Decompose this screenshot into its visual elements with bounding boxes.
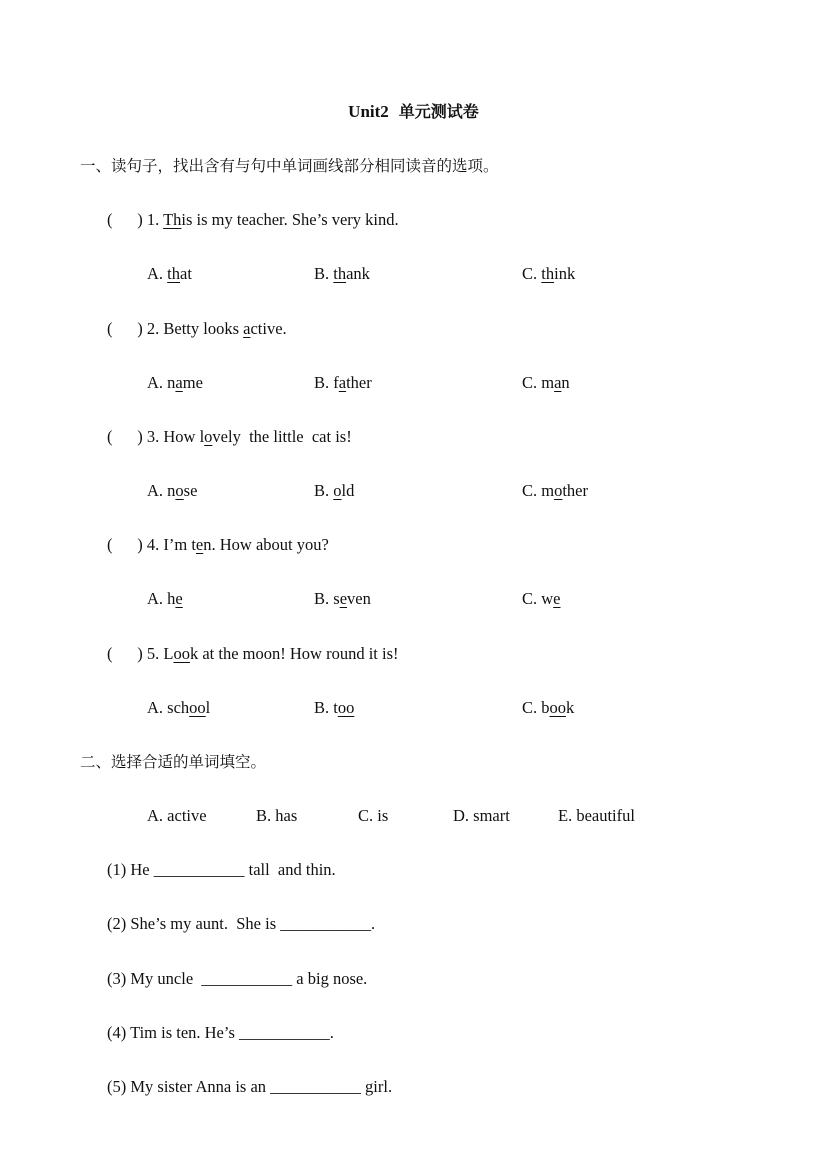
answer-bracket[interactable]: ( )	[107, 535, 143, 554]
sentence-5: (5) My sister Anna is an ___________ girl.	[107, 1077, 393, 1096]
answer-blank[interactable]: ___________	[280, 914, 371, 933]
answer-bracket[interactable]: ( )	[107, 319, 143, 338]
q3-option-b[interactable]: B. old	[314, 481, 355, 500]
q1-option-a[interactable]: A. that	[147, 264, 192, 283]
q3-option-a[interactable]: A. nose	[147, 481, 198, 500]
q4-option-c[interactable]: C. we	[522, 589, 561, 608]
q1-option-b[interactable]: B. thank	[314, 264, 370, 283]
answer-bracket[interactable]: ( )	[107, 644, 143, 663]
q3-option-c[interactable]: C. mother	[522, 481, 588, 500]
answer-bracket[interactable]: ( )	[107, 427, 143, 446]
unit-label: Unit2	[348, 102, 389, 121]
sentence-4: (4) Tim is ten. He’s ___________.	[107, 1023, 334, 1042]
sentence-3: (3) My uncle ___________ a big nose.	[107, 969, 368, 988]
q4-option-a[interactable]: A. he	[147, 589, 183, 608]
test-name: 单元测试卷	[398, 102, 479, 121]
q1-option-c[interactable]: C. think	[522, 264, 576, 283]
sentence-1: (1) He ___________ tall and thin.	[107, 860, 336, 879]
sentence-2: (2) She’s my aunt. She is ___________.	[107, 914, 376, 933]
question-2: ( ) 2. Betty looks active.	[107, 319, 287, 338]
page-title	[0, 102, 827, 122]
q2-option-a[interactable]: A. name	[147, 373, 203, 392]
word-bank-item-b: B. has	[256, 806, 298, 825]
word-bank-item-a: A. active	[147, 806, 207, 825]
q5-option-b[interactable]: B. too	[314, 698, 355, 717]
section1-heading: 一、读句子，找出含有与句中单词画线部分相同读音的选项。	[80, 157, 499, 175]
question-1: ( ) 1. This is my teacher. She’s very kind.	[107, 210, 399, 229]
q2-option-c[interactable]: C. man	[522, 373, 570, 392]
word-bank-item-d: D. smart	[453, 806, 510, 825]
answer-blank[interactable]: ___________	[201, 969, 293, 988]
section2-heading: 二、选择合适的单词填空。	[80, 753, 267, 771]
word-bank-item-c: C. is	[358, 806, 389, 825]
answer-bracket[interactable]: ( )	[107, 210, 143, 229]
q2-option-b[interactable]: B. father	[314, 373, 372, 392]
q5-option-c[interactable]: C. book	[522, 698, 575, 717]
question-5: ( ) 5. Look at the moon! How round it is!	[107, 644, 399, 663]
answer-blank[interactable]: ___________	[239, 1023, 330, 1042]
word-bank-item-e: E. beautiful	[558, 806, 635, 825]
answer-blank[interactable]: ___________	[153, 860, 245, 879]
question-4: ( ) 4. I’m ten. How about you?	[107, 535, 329, 554]
q5-option-a[interactable]: A. school	[147, 698, 211, 717]
answer-blank[interactable]: ___________	[270, 1077, 361, 1096]
q4-option-b[interactable]: B. seven	[314, 589, 371, 608]
question-3: ( ) 3. How lovely the little cat is!	[107, 427, 352, 446]
